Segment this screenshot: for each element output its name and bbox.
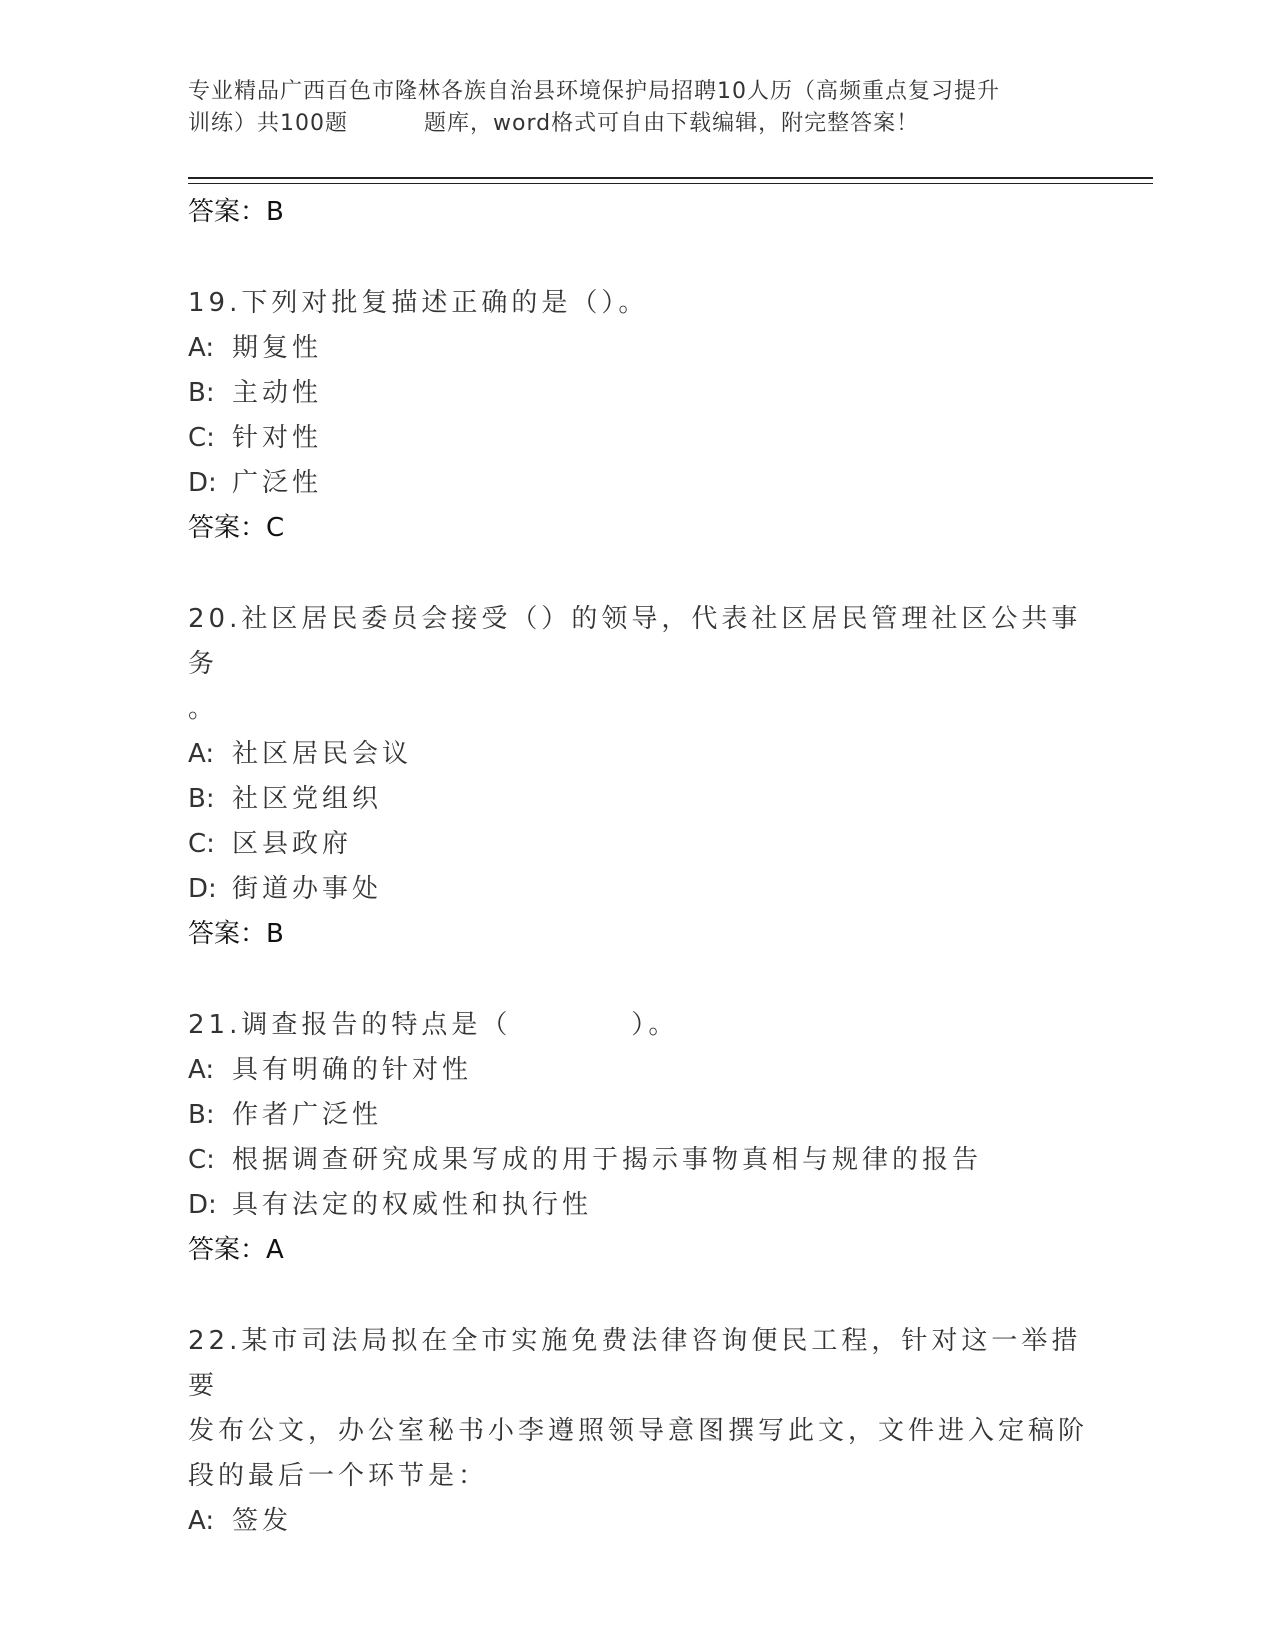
q20-stem bbox=[188, 597, 1088, 732]
answer-value: B bbox=[266, 197, 284, 227]
q20-answer bbox=[188, 912, 1088, 957]
q22-stem-line-1: 22.某市司法局拟在全市实施免费法律咨询便民工程，针对这一举措要 bbox=[188, 1326, 1082, 1401]
option-text: 街道办事处 bbox=[232, 874, 383, 904]
header-rule-thick bbox=[188, 177, 1153, 179]
q19-stem: 19.下列对批复描述正确的是（）。 bbox=[188, 288, 649, 318]
option-text: 区县政府 bbox=[232, 829, 353, 859]
answer-label: 答案： bbox=[188, 919, 267, 949]
option-key: B: bbox=[188, 1100, 215, 1130]
q22-stem-line-2: 发布公文，办公室秘书小李遵照领导意图撰写此文，文件进入定稿阶 bbox=[188, 1416, 1089, 1446]
q21-stem bbox=[188, 1003, 1088, 1048]
q22-stem-line-3: 段的最后一个环节是： bbox=[188, 1461, 489, 1491]
option-key: C: bbox=[188, 1145, 215, 1175]
q22-stem bbox=[188, 1319, 1088, 1499]
answer-value: A bbox=[266, 1235, 284, 1265]
q20-option-c bbox=[188, 822, 1088, 867]
q21-stem-start: 21.调查报告的特点是（ bbox=[188, 1010, 512, 1040]
option-text: 签发 bbox=[232, 1506, 293, 1536]
answer-value: C bbox=[266, 513, 285, 543]
q20-option-a bbox=[188, 732, 1088, 777]
q18-answer bbox=[188, 190, 1088, 235]
answer-label: 答案： bbox=[188, 513, 267, 543]
q19-option-b bbox=[188, 371, 1088, 416]
option-text: 广泛性 bbox=[232, 468, 323, 498]
option-text: 社区党组织 bbox=[232, 784, 383, 814]
q21-stem-end: ）。 bbox=[631, 1010, 679, 1040]
q21-option-a bbox=[188, 1048, 1088, 1093]
option-key: B: bbox=[188, 784, 215, 814]
option-text: 期复性 bbox=[232, 333, 323, 363]
answer-label: 答案： bbox=[188, 1235, 267, 1265]
document-body bbox=[188, 190, 1088, 1544]
q20-stem-end: 。 bbox=[188, 694, 219, 724]
option-key: B: bbox=[188, 378, 215, 408]
header-rule-thin bbox=[188, 183, 1153, 184]
header-line-2a: 训练）共100题 bbox=[188, 111, 348, 136]
q21-answer bbox=[188, 1228, 1088, 1273]
option-text: 根据调查研究成果写成的用于揭示事物真相与规律的报告 bbox=[232, 1145, 983, 1175]
q21-option-b bbox=[188, 1093, 1088, 1138]
option-text: 作者广泛性 bbox=[232, 1100, 383, 1130]
option-key: D: bbox=[188, 468, 217, 498]
option-key: D: bbox=[188, 874, 217, 904]
option-key: D: bbox=[188, 1190, 217, 1220]
q22-option-a bbox=[188, 1499, 1088, 1544]
q19-option-d bbox=[188, 461, 1088, 506]
q19-answer bbox=[188, 506, 1088, 551]
option-text: 具有明确的针对性 bbox=[232, 1055, 473, 1085]
document-header bbox=[188, 76, 1068, 140]
option-text: 社区居民会议 bbox=[232, 739, 413, 769]
option-key: A: bbox=[188, 1506, 215, 1536]
option-text: 主动性 bbox=[232, 378, 323, 408]
q20-stem-line: 20.社区居民委员会接受（）的领导，代表社区居民管理社区公共事务 bbox=[188, 604, 1082, 679]
q21-option-c bbox=[188, 1138, 1088, 1183]
q20-option-b bbox=[188, 777, 1088, 822]
q19-option-a bbox=[188, 326, 1088, 371]
answer-value: B bbox=[266, 919, 284, 949]
q20-option-d bbox=[188, 867, 1088, 912]
header-line-2 bbox=[188, 108, 1068, 140]
option-key: A: bbox=[188, 739, 215, 769]
q19-option-c bbox=[188, 416, 1088, 461]
option-text: 具有法定的权威性和执行性 bbox=[232, 1190, 593, 1220]
option-key: A: bbox=[188, 1055, 215, 1085]
option-key: C: bbox=[188, 423, 215, 453]
option-key: A: bbox=[188, 333, 215, 363]
option-text: 针对性 bbox=[232, 423, 323, 453]
header-line-1: 专业精品广西百色市隆林各族自治县环境保护局招聘10人历（高频重点复习提升 bbox=[188, 79, 1000, 104]
header-line-2b: 题库，word格式可自由下载编辑，附完整答案！ bbox=[424, 111, 920, 136]
option-key: C: bbox=[188, 829, 215, 859]
q21-option-d bbox=[188, 1183, 1088, 1228]
answer-label: 答案： bbox=[188, 197, 267, 227]
